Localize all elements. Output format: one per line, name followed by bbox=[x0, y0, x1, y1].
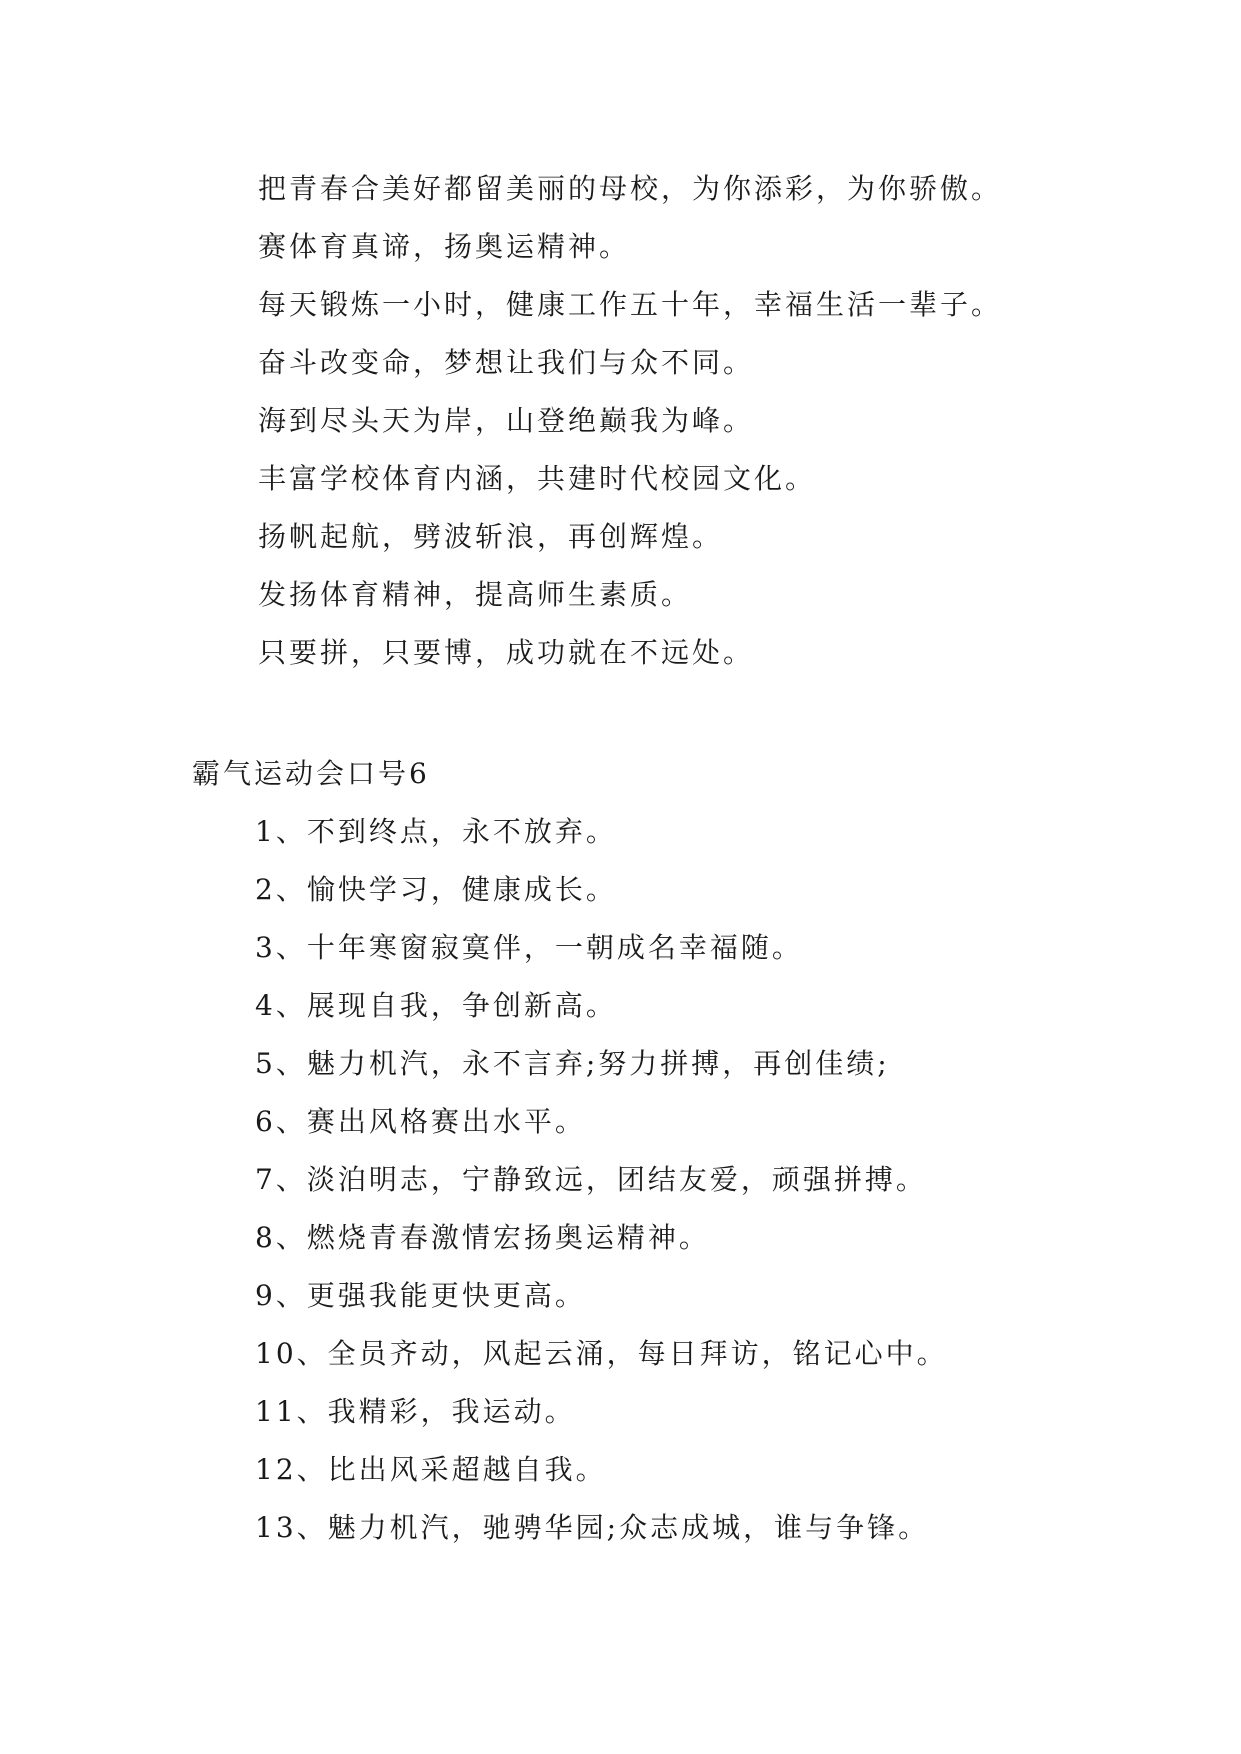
list-item: 12、比出风采超越自我。 bbox=[255, 1453, 607, 1486]
list-item: 7、淡泊明志，宁静致远，团结友爱，顽强拼搏。 bbox=[255, 1163, 927, 1196]
list-item: 11、我精彩，我运动。 bbox=[255, 1395, 576, 1428]
slogan-line: 奋斗改变命，梦想让我们与众不同。 bbox=[258, 346, 755, 379]
section-title: 霸气运动会口号6 bbox=[192, 757, 430, 790]
numbered-slogan-list bbox=[255, 803, 1185, 1557]
slogan-line: 丰富学校体育内涵，共建时代校园文化。 bbox=[258, 462, 817, 495]
slogan-line: 每天锻炼一小时，健康工作五十年，幸福生活一辈子。 bbox=[258, 288, 1003, 321]
list-item: 10、全员齐动，风起云涌，每日拜访，铭记心中。 bbox=[255, 1337, 948, 1370]
list-item: 3、十年寒窗寂寞伴，一朝成名幸福随。 bbox=[255, 931, 803, 964]
list-item: 2、愉快学习，健康成长。 bbox=[255, 873, 617, 906]
list-item: 13、魅力机汽，驰骋华园;众志成城，谁与争锋。 bbox=[255, 1511, 930, 1544]
slogan-line: 只要拼，只要博，成功就在不远处。 bbox=[258, 636, 755, 669]
slogan-line: 把青春合美好都留美丽的母校，为你添彩，为你骄傲。 bbox=[258, 172, 1003, 205]
slogan-line: 发扬体育精神，提高师生素质。 bbox=[258, 578, 693, 611]
slogan-line: 扬帆起航，劈波斩浪，再创辉煌。 bbox=[258, 520, 724, 553]
list-item: 9、更强我能更快更高。 bbox=[255, 1279, 586, 1312]
list-item: 8、燃烧青春激情宏扬奥运精神。 bbox=[255, 1221, 710, 1254]
list-item: 5、魅力机汽，永不言弃;努力拼搏，再创佳绩; bbox=[255, 1047, 890, 1080]
slogan-line: 海到尽头天为岸，山登绝巅我为峰。 bbox=[258, 404, 755, 437]
list-item: 1、不到终点，永不放弃。 bbox=[255, 815, 617, 848]
intro-slogan-list bbox=[258, 160, 1188, 682]
slogan-line: 赛体育真谛，扬奥运精神。 bbox=[258, 230, 631, 263]
list-item: 4、展现自我，争创新高。 bbox=[255, 989, 617, 1022]
list-item: 6、赛出风格赛出水平。 bbox=[255, 1105, 586, 1138]
